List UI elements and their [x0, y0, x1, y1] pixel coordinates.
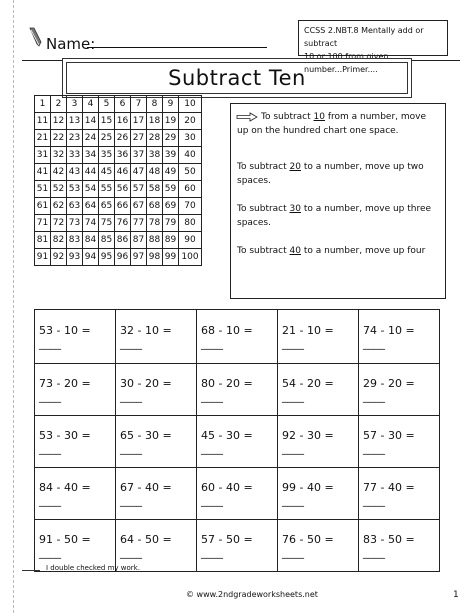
name-label: Name: — [46, 35, 96, 53]
chart-cell: 78 — [147, 215, 163, 232]
chart-cell: 31 — [35, 147, 51, 164]
chart-cell: 23 — [67, 130, 83, 147]
chart-cell: 57 — [131, 181, 147, 198]
standard-line-2: 10 or 100 from given number...Primer.... — [304, 52, 389, 74]
header-divider — [22, 60, 460, 61]
chart-cell: 55 — [99, 181, 115, 198]
chart-row — [35, 249, 202, 266]
chart-cell: 62 — [51, 198, 67, 215]
chart-cell: 3 — [67, 96, 83, 113]
problem-cell[interactable]: 29 - 20 = ____ — [359, 364, 440, 416]
chart-row — [35, 130, 202, 147]
chart-cell: 5 — [99, 96, 115, 113]
chart-cell: 84 — [83, 232, 99, 249]
instructions-box — [230, 103, 446, 299]
cut-line — [13, 0, 14, 613]
chart-cell: 82 — [51, 232, 67, 249]
chart-cell: 51 — [35, 181, 51, 198]
chart-cell: 58 — [147, 181, 163, 198]
chart-row — [35, 113, 202, 130]
problem-cell[interactable]: 83 - 50 = ____ — [359, 520, 440, 572]
chart-cell: 68 — [147, 198, 163, 215]
problem-cell[interactable]: 76 - 50 = ____ — [278, 520, 359, 572]
chart-cell: 8 — [147, 96, 163, 113]
problem-cell[interactable]: 57 - 50 = ____ — [197, 520, 278, 572]
chart-cell: 24 — [83, 130, 99, 147]
chart-cell: 13 — [67, 113, 83, 130]
chart-row — [35, 164, 202, 181]
chart-row — [35, 198, 202, 215]
chart-cell: 50 — [179, 164, 202, 181]
chart-cell: 29 — [163, 130, 179, 147]
problem-cell[interactable]: 99 - 40 = ____ — [278, 468, 359, 520]
chart-cell: 65 — [99, 198, 115, 215]
chart-cell: 14 — [83, 113, 99, 130]
chart-cell: 89 — [163, 232, 179, 249]
chart-cell: 92 — [51, 249, 67, 266]
chart-cell: 30 — [179, 130, 202, 147]
chart-cell: 19 — [163, 113, 179, 130]
chart-cell: 17 — [131, 113, 147, 130]
chart-cell: 45 — [99, 164, 115, 181]
chart-cell: 34 — [83, 147, 99, 164]
chart-row — [35, 96, 202, 113]
problem-cell[interactable]: 57 - 30 = ____ — [359, 416, 440, 468]
chart-cell: 54 — [83, 181, 99, 198]
chart-cell: 66 — [115, 198, 131, 215]
chart-cell: 15 — [99, 113, 115, 130]
chart-cell: 53 — [67, 181, 83, 198]
chart-cell: 79 — [163, 215, 179, 232]
chart-cell: 20 — [179, 113, 202, 130]
chart-cell: 63 — [67, 198, 83, 215]
chart-cell: 90 — [179, 232, 202, 249]
problem-cell[interactable]: 77 - 40 = ____ — [359, 468, 440, 520]
chart-cell: 97 — [131, 249, 147, 266]
chart-cell: 49 — [163, 164, 179, 181]
check-text: I double checked my work. — [46, 564, 140, 572]
chart-cell: 21 — [35, 130, 51, 147]
standard-box — [298, 20, 448, 74]
problem-cell[interactable]: 21 - 10 = ____ — [278, 310, 359, 364]
chart-cell: 88 — [147, 232, 163, 249]
chart-cell: 44 — [83, 164, 99, 181]
chart-cell: 27 — [131, 130, 147, 147]
chart-cell: 40 — [179, 147, 202, 164]
instruction-1: To subtract 10 from a number, move up on the hundred chart one space. — [237, 112, 427, 136]
chart-cell: 2 — [51, 96, 67, 113]
chart-cell: 83 — [67, 232, 83, 249]
problem-row — [35, 364, 440, 416]
instruction-3: To subtract 30 to a number, move up three spaces. — [237, 204, 432, 228]
chart-cell: 22 — [51, 130, 67, 147]
chart-row — [35, 215, 202, 232]
chart-cell: 73 — [67, 215, 83, 232]
chart-cell: 80 — [179, 215, 202, 232]
chart-cell: 86 — [115, 232, 131, 249]
problem-cell[interactable]: 74 - 10 = ____ — [359, 310, 440, 364]
problem-cell[interactable]: 84 - 40 = ____ — [35, 468, 116, 520]
chart-cell: 87 — [131, 232, 147, 249]
page-title: Subtract Ten — [66, 62, 408, 94]
instruction-2: To subtract 20 to a number, move up two spaces. — [237, 162, 424, 186]
name-field[interactable] — [87, 47, 267, 48]
chart-cell: 70 — [179, 198, 202, 215]
problem-cell[interactable]: 45 - 30 = ____ — [197, 416, 278, 468]
chart-cell: 10 — [179, 96, 202, 113]
chart-cell: 12 — [51, 113, 67, 130]
chart-cell: 94 — [83, 249, 99, 266]
chart-cell: 60 — [179, 181, 202, 198]
chart-cell: 1 — [35, 96, 51, 113]
chart-cell: 18 — [147, 113, 163, 130]
chart-cell: 25 — [99, 130, 115, 147]
instruction-4: To subtract 40 to a number, move up four — [237, 246, 426, 256]
chart-row — [35, 181, 202, 198]
chart-cell: 7 — [131, 96, 147, 113]
chart-cell: 43 — [67, 164, 83, 181]
problem-cell[interactable]: 54 - 20 = ____ — [278, 364, 359, 416]
check-line[interactable] — [22, 570, 40, 571]
chart-cell: 36 — [115, 147, 131, 164]
chart-cell: 6 — [115, 96, 131, 113]
chart-cell: 42 — [51, 164, 67, 181]
chart-cell: 81 — [35, 232, 51, 249]
chart-cell: 69 — [163, 198, 179, 215]
problem-cell[interactable]: 92 - 30 = ____ — [278, 416, 359, 468]
chart-cell: 59 — [163, 181, 179, 198]
chart-cell: 16 — [115, 113, 131, 130]
chart-cell: 32 — [51, 147, 67, 164]
chart-cell: 28 — [147, 130, 163, 147]
problem-cell[interactable]: 73 - 20 = ____ — [35, 364, 116, 416]
problem-row — [35, 416, 440, 468]
problem-cell[interactable]: 60 - 40 = ____ — [197, 468, 278, 520]
problem-cell[interactable]: 32 - 10 = ____ — [116, 310, 197, 364]
chart-cell: 37 — [131, 147, 147, 164]
problem-cell[interactable]: 64 - 50 = ____ — [116, 520, 197, 572]
standard-line-1: CCSS 2.NBT.8 Mentally add or subtract — [304, 26, 424, 48]
chart-cell: 11 — [35, 113, 51, 130]
problem-cell[interactable]: 53 - 10 = ____ — [35, 310, 116, 364]
chart-cell: 52 — [51, 181, 67, 198]
chart-cell: 61 — [35, 198, 51, 215]
chart-cell: 35 — [99, 147, 115, 164]
chart-cell: 72 — [51, 215, 67, 232]
chart-cell: 9 — [163, 96, 179, 113]
chart-row — [35, 147, 202, 164]
site-credit: © www.2ndgradeworksheets.net — [186, 590, 318, 599]
pencil-icon — [26, 26, 44, 48]
chart-cell: 95 — [99, 249, 115, 266]
chart-cell: 96 — [115, 249, 131, 266]
chart-cell: 56 — [115, 181, 131, 198]
chart-cell: 4 — [83, 96, 99, 113]
chart-cell: 71 — [35, 215, 51, 232]
chart-cell: 85 — [99, 232, 115, 249]
problem-cell[interactable]: 67 - 40 = ____ — [116, 468, 197, 520]
chart-cell: 99 — [163, 249, 179, 266]
chart-cell: 74 — [83, 215, 99, 232]
chart-cell: 33 — [67, 147, 83, 164]
chart-cell: 93 — [67, 249, 83, 266]
chart-cell: 46 — [115, 164, 131, 181]
chart-cell: 75 — [99, 215, 115, 232]
problem-cell[interactable]: 65 - 30 = ____ — [116, 416, 197, 468]
chart-cell: 76 — [115, 215, 131, 232]
chart-cell: 47 — [131, 164, 147, 181]
problem-cell[interactable]: 53 - 30 = ____ — [35, 416, 116, 468]
problem-row — [35, 310, 440, 364]
chart-cell: 100 — [179, 249, 202, 266]
hundred-chart — [34, 95, 202, 266]
problem-cell[interactable]: 91 - 50 = ____ — [35, 520, 116, 572]
chart-cell: 91 — [35, 249, 51, 266]
chart-cell: 77 — [131, 215, 147, 232]
chart-cell: 98 — [147, 249, 163, 266]
problem-cell[interactable]: 80 - 20 = ____ — [197, 364, 278, 416]
problem-cell[interactable]: 30 - 20 = ____ — [116, 364, 197, 416]
problem-row — [35, 468, 440, 520]
chart-cell: 38 — [147, 147, 163, 164]
chart-cell: 41 — [35, 164, 51, 181]
right-arrow-icon — [237, 113, 257, 121]
chart-cell: 64 — [83, 198, 99, 215]
chart-cell: 39 — [163, 147, 179, 164]
chart-cell: 67 — [131, 198, 147, 215]
chart-cell: 48 — [147, 164, 163, 181]
problem-cell[interactable]: 68 - 10 = ____ — [197, 310, 278, 364]
chart-row — [35, 232, 202, 249]
problem-grid — [34, 309, 440, 572]
page-number: 1 — [453, 590, 459, 600]
chart-cell: 26 — [115, 130, 131, 147]
